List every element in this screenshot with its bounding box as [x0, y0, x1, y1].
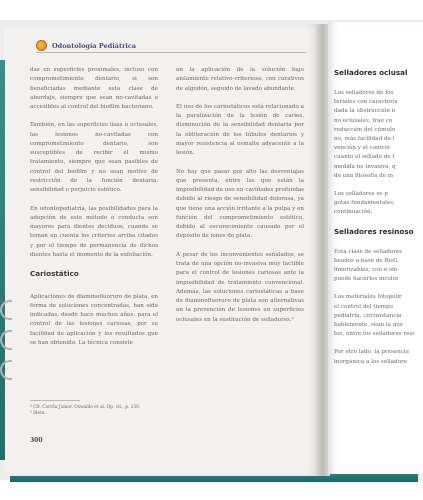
paragraph: Aplicaciones de diaminofluoruro de plata, en forma de soluciones concentradas, han sido indicadas, desde hace muchos años, para el control de las lesiones cariosas, por su facilidad de aplicación y los resultados que se han obtenido. La técnica consiste	[30, 293, 158, 346]
text-line: Los selladores se p	[334, 191, 388, 198]
text-line: de una filosofía de m	[334, 172, 394, 179]
text-line: gotas fundamentales,	[334, 200, 395, 207]
paragraph: das en superficies proximales, incluso con comprometimiento dentario, si son beneficiadas mediante esta clase de abordaje, siempre que sean no-cavitadas o accesibles al control del biofilm bacteriano.	[30, 67, 158, 110]
text-line: reducción del cúmulo	[334, 126, 396, 133]
section-heading-cariostatico: Cariostático	[30, 269, 79, 279]
text-line: Los selladores de fos	[334, 90, 394, 96]
paragraph: No hay que pasar por alto las desventajas que presenta, entre las que están la imposibilidad de uso en cavidades profundas debido al riesgo de sensibilidad dolorosa, ya que tiene una acción irritante a la pulpa y en función del comprometimiento estético, debido al oscurecimiento causado por el depósito de iones de plata.	[176, 168, 304, 240]
text-line: el control del tiempo	[334, 303, 393, 310]
paragraph: en la aplicación de la solución bajo aislamiento relativo-criterioso, con curativos de algodón, seguido de lavado abundante.	[176, 67, 304, 92]
text-line: pediatría, circunstancia	[334, 312, 402, 319]
book-logo-icon	[36, 40, 47, 51]
text-line: inorgánica a los selladore	[334, 358, 407, 365]
text-line: no oclusales, trae co	[334, 117, 393, 124]
text-line: medida no invasiva, q	[334, 163, 396, 170]
text-line: Por otro lado, la presencia	[334, 349, 409, 356]
header-title: Odontología Pediátrica	[52, 41, 137, 50]
paragraph: En odontopediatría, las posibilidades para la adopción de este método o conducta son mayores para dientes deciduos, cuando se toman en cuenta los criterios arriba citados y por el tiempo de permanencia de dichos dientes hasta el momento de la exfoliación.	[30, 205, 158, 258]
footnote: ⁴ Cfr. Corrêa Junior, Oswaldo et al. Op. cit., p. 230.	[30, 405, 141, 410]
footnotes	[30, 405, 230, 417]
paragraph: El uso de los cariostáticos está relacionado a la paralización de la lesión de caries, disminución de la sensibilidad dentaria por la obliteración de los túbulos dentarios y mayor resistencia al esmalte adyacente a la lesión.	[176, 103, 304, 157]
text-line: puede hacerlos incolor	[334, 276, 399, 283]
running-header	[36, 40, 136, 51]
page-number: 300	[30, 437, 43, 444]
text-line: Esta clase de selladores	[334, 248, 403, 255]
text-line: cuanto el sellado de f	[334, 154, 395, 161]
header-rule	[36, 52, 306, 53]
text-line: vención y el control	[334, 145, 390, 152]
paragraph: A pesar de los inconvenientes señalados, se trata de una opción no-invasiva muy factible para el control de lesiones cariosas ante la imposibilidad de tratamiento convencional. Además, las soluciones cariostáticas a base de diaminofluoruro de plata son alternativas en la prevención de lesiones en superficies oclusales en la sustitución de selladores.⁵	[176, 251, 304, 323]
section-heading-selladores-oclusales: Selladores oclusal	[334, 68, 408, 77]
text-line: limerizables, con o sin	[334, 267, 398, 274]
right-page	[328, 22, 423, 474]
paragraph: También, en las superficies lisas u oclusales, las lesiones no-cavitadas con comprometimiento dentario, son susceptibles de recibir el mismo tratamiento, siempre que sean pasibles de control del biofilm y no sean motivo de restricción de la función dentaria, sensibilidad o perjuicio estético.	[30, 122, 158, 194]
footnote-rule	[30, 400, 80, 401]
right-column	[176, 66, 304, 334]
left-cover-edge	[0, 60, 5, 460]
text-line: Los materiales fotopolir	[334, 294, 402, 301]
text-line: no, más facilidad de l	[334, 136, 395, 143]
footnote: ⁵ Ídem.	[30, 411, 46, 416]
left-column	[30, 66, 158, 357]
text-line: continuación.	[334, 209, 373, 216]
section-heading-selladores-resinosos: Selladores resinoso	[334, 226, 414, 236]
text-line: dada la obstrucción n	[334, 108, 396, 115]
text-line: tos, entre los selladores resi	[334, 331, 415, 338]
text-line: bablemente, sean la que	[334, 322, 404, 329]
text-line: beados a base de BisG	[334, 257, 398, 264]
text-line: teriales con caracterís	[334, 99, 398, 106]
